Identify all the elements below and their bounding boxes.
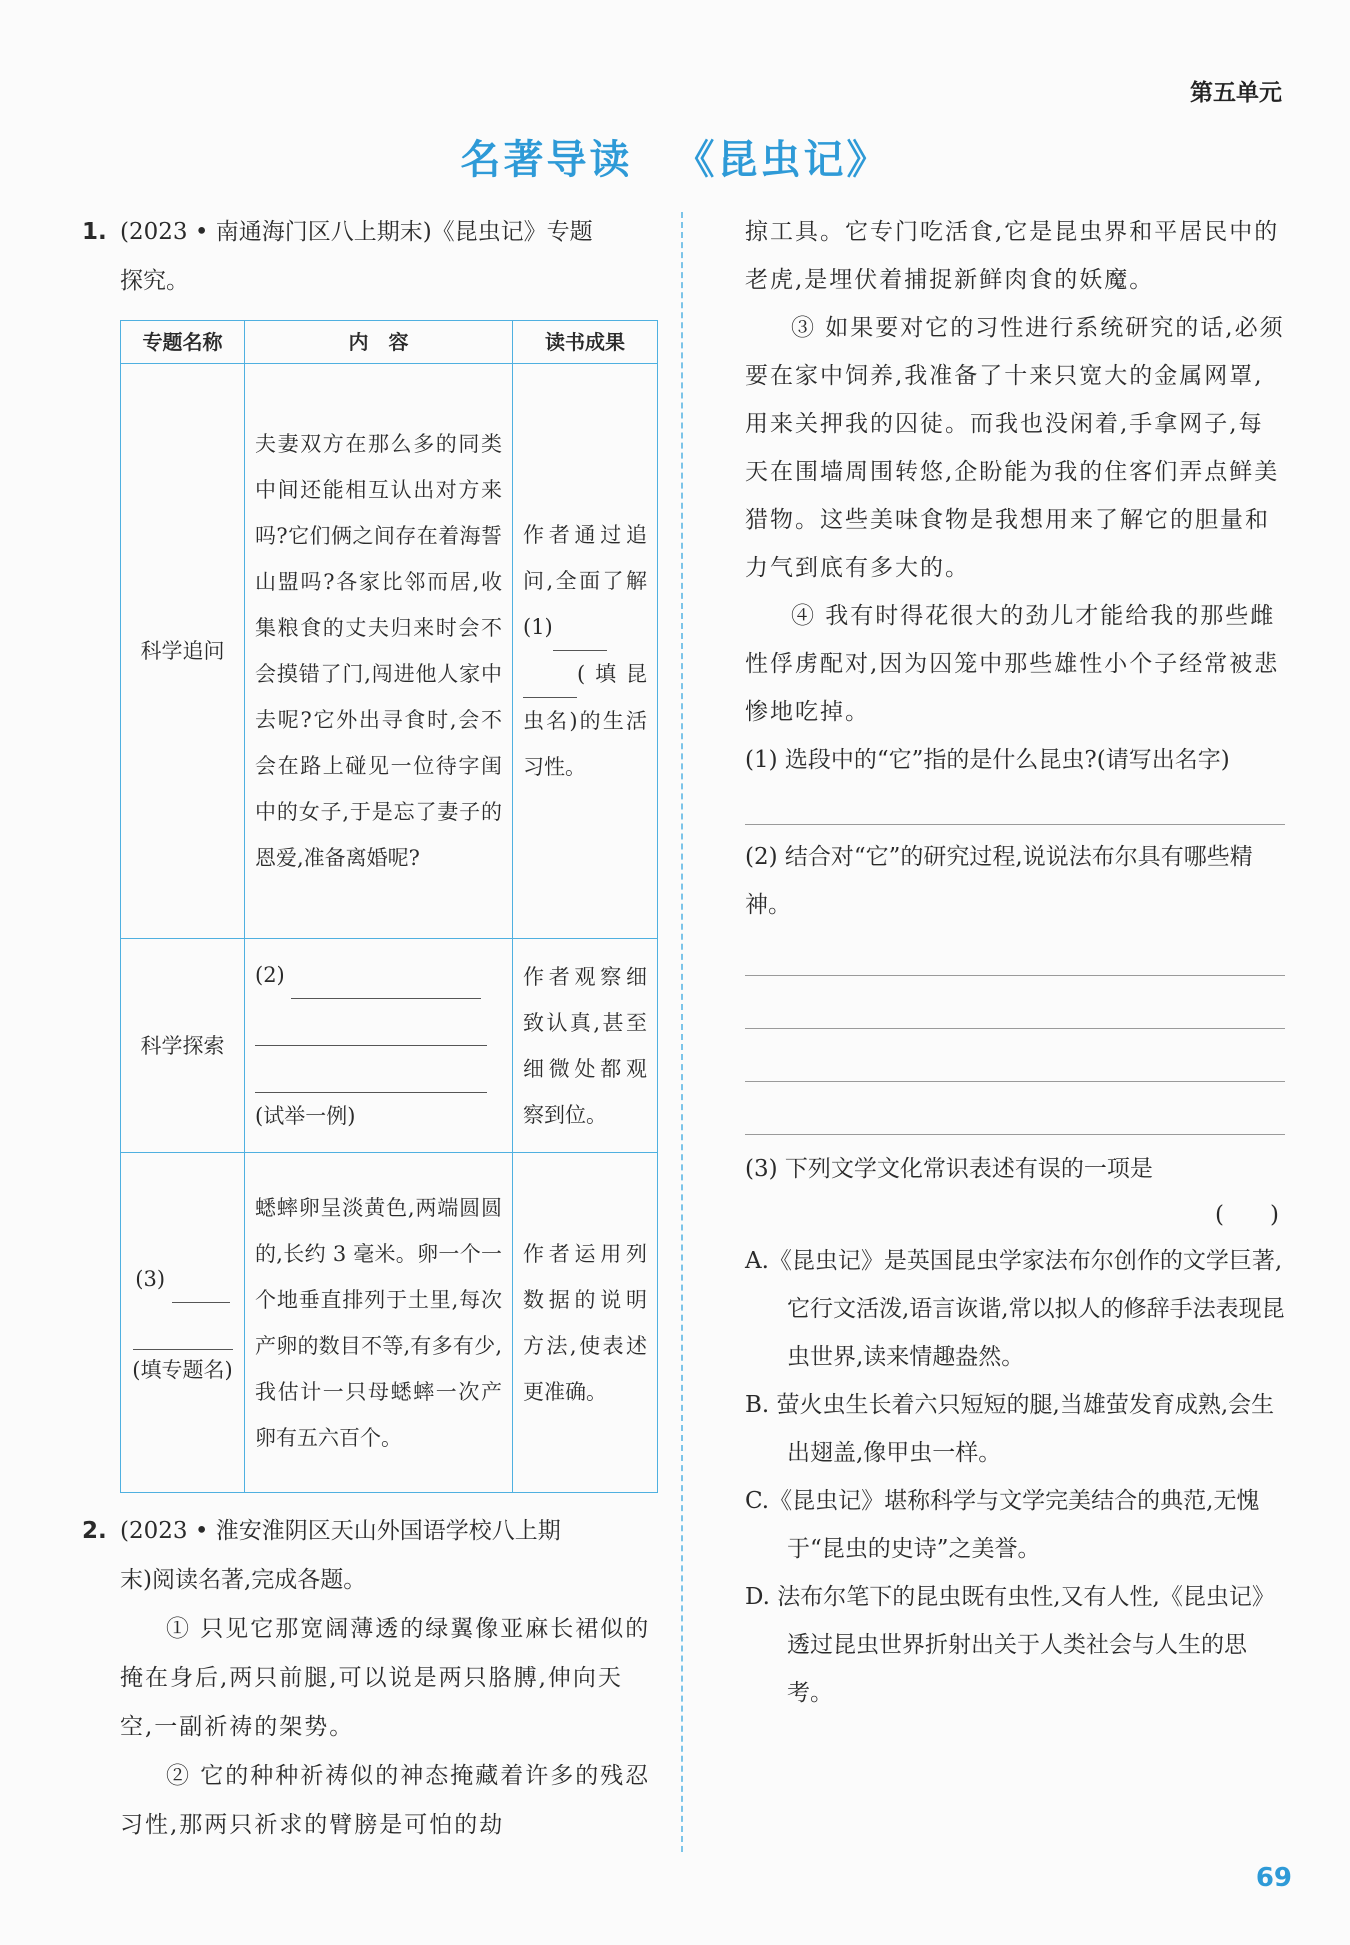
q1-intro-line1: (2023 • 南通海门区八上期末)《昆虫记》专题 — [120, 219, 593, 245]
answer-bracket[interactable]: ( ) — [1215, 1202, 1279, 1228]
passage-p2a: ② 它的种种祈祷似的神态掩藏着许多的残忍习性,那两只祈求的臂膀是可怕的劫 — [120, 1763, 651, 1838]
q1-intro — [82, 208, 657, 257]
right-column — [745, 208, 1285, 1717]
topic-table — [120, 320, 658, 1493]
option-c[interactable]: C.《昆虫记》堪称科学与文学完美结合的典范,无愧于“昆虫的史诗”之美誉。 — [745, 1488, 1260, 1562]
answer-line-2a[interactable] — [745, 929, 1285, 976]
row3-topic — [121, 1153, 245, 1493]
q1-intro-line2: 探究。 — [120, 268, 189, 294]
page-title — [0, 128, 1350, 185]
left-column — [82, 208, 657, 1850]
row1-result-b: (填昆虫名)的生活习性。 — [523, 662, 647, 779]
row1-result-a: 作者通过追问,全面了解(1) — [523, 523, 647, 639]
row3-hint: (填专题名) — [132, 1357, 233, 1382]
answer-blank-1b[interactable] — [523, 651, 577, 698]
table-row — [121, 364, 658, 939]
row1-result — [513, 364, 658, 939]
option-d[interactable]: D. 法布尔笔下的昆虫既有虫性,又有人性,《昆虫记》透过昆虫世界折射出关于人类社会与人生的思考。 — [745, 1584, 1275, 1706]
unit-label: 第五单元 — [1190, 80, 1282, 106]
answer-blank-2-line3[interactable] — [255, 1046, 487, 1093]
row2-blank-label: (2) — [255, 963, 285, 987]
table-header-row — [121, 321, 658, 364]
passage-p3: ③ 如果要对它的习性进行系统研究的话,必须要在家中饲养,我准备了十来只宽大的金属网罩,用来关押我的囚徒。而我也没闲着,手拿网子,每天在围墙周围转悠,企盼能为我的住客们弄点鲜美猎物。这些美味食物是我想用来了解它的胆量和力气到底有多大的。 — [745, 315, 1285, 581]
option-a[interactable]: A.《昆虫记》是英国昆虫学家法布尔创作的文学巨著,它行文活泼,语言诙谐,常以拟人的修辞手法表现昆虫世界,读来情趣盎然。 — [745, 1248, 1285, 1370]
q2-number: 2. — [82, 1518, 107, 1544]
answer-line-1[interactable] — [745, 784, 1285, 825]
page-number: 69 — [1255, 1863, 1292, 1893]
table-row — [121, 1153, 658, 1493]
table-row — [121, 939, 658, 1153]
title-part2: 《昆虫记》 — [674, 137, 890, 183]
answer-blank-3[interactable] — [172, 1256, 230, 1303]
q1-number: 1. — [82, 219, 107, 245]
column-divider — [681, 212, 683, 1852]
answer-blank-3-line2[interactable] — [133, 1303, 233, 1350]
answer-blank-2-line2[interactable] — [255, 999, 487, 1046]
passage-p1: ① 只见它那宽阔薄透的绿翼像亚麻长裙似的掩在身后,两只前腿,可以说是两只胳膊,伸向天空,一副祈祷的架势。 — [120, 1616, 651, 1740]
answer-blank-2[interactable] — [291, 952, 481, 999]
sub-question-1: (1) 选段中的“它”指的是什么昆虫?(请写出名字) — [745, 747, 1230, 773]
passage-p4: ④ 我有时得花很大的劲儿才能给我的那些雌性俘虏配对,因为囚笼中那些雄性小个子经常被悲惨地吃掉。 — [745, 603, 1280, 725]
title-part1: 名著导读 — [460, 137, 633, 183]
row2-topic: 科学探索 — [121, 939, 245, 1153]
option-b[interactable]: B. 萤火虫生长着六只短短的腿,当雄萤发育成熟,会生出翅盖,像甲虫一样。 — [745, 1392, 1275, 1466]
answer-line-2b[interactable] — [745, 976, 1285, 1029]
passage-p2b: 掠工具。它专门吃活食,它是昆虫界和平居民中的老虎,是埋伏着捕捉新鲜肉食的妖魔。 — [745, 219, 1280, 293]
row2-content — [245, 939, 513, 1153]
header-topic: 专题名称 — [121, 321, 245, 364]
row2-result: 作者观察细致认真,甚至细微处都观察到位。 — [513, 939, 658, 1153]
header-result: 读书成果 — [513, 321, 658, 364]
q2-intro-line1: (2023 • 淮安淮阴区天山外国语学校八上期 — [120, 1518, 561, 1544]
sub-question-3: (3) 下列文学文化常识表述有误的一项是 — [745, 1156, 1153, 1182]
q2-intro-line2: 末)阅读名著,完成各题。 — [120, 1567, 367, 1593]
q2-intro — [82, 1507, 657, 1556]
row1-content: 夫妻双方在那么多的同类中间还能相互认出对方来吗?它们俩之间存在着海誓山盟吗?各家比邻而居,收集粮食的丈夫归来时会不会摸错了门,闯进他人家中去呢?它外出寻食时,会不会在路上碰见一位待字闺中的女子,于是忘了妻子的恩爱,准备离婚呢? — [245, 364, 513, 939]
row2-hint: (试举一例) — [255, 1104, 356, 1128]
row3-content: 蟋蟀卵呈淡黄色,两端圆圆的,长约 3 毫米。卵一个一个地垂直排列于土里,每次产卵的数目不等,有多有少,我估计一只母蟋蟀一次产卵有五六百个。 — [245, 1153, 513, 1493]
row3-result: 作者运用列数据的说明方法,使表述更准确。 — [513, 1153, 658, 1493]
answer-blank-1[interactable] — [553, 604, 607, 651]
row1-topic: 科学追问 — [121, 364, 245, 939]
sub-question-2: (2) 结合对“它”的研究过程,说说法布尔具有哪些精神。 — [745, 844, 1253, 918]
row3-blank-label: (3) — [135, 1266, 166, 1291]
answer-line-2c[interactable] — [745, 1029, 1285, 1082]
header-content: 内 容 — [245, 321, 513, 364]
answer-line-2d[interactable] — [745, 1082, 1285, 1135]
